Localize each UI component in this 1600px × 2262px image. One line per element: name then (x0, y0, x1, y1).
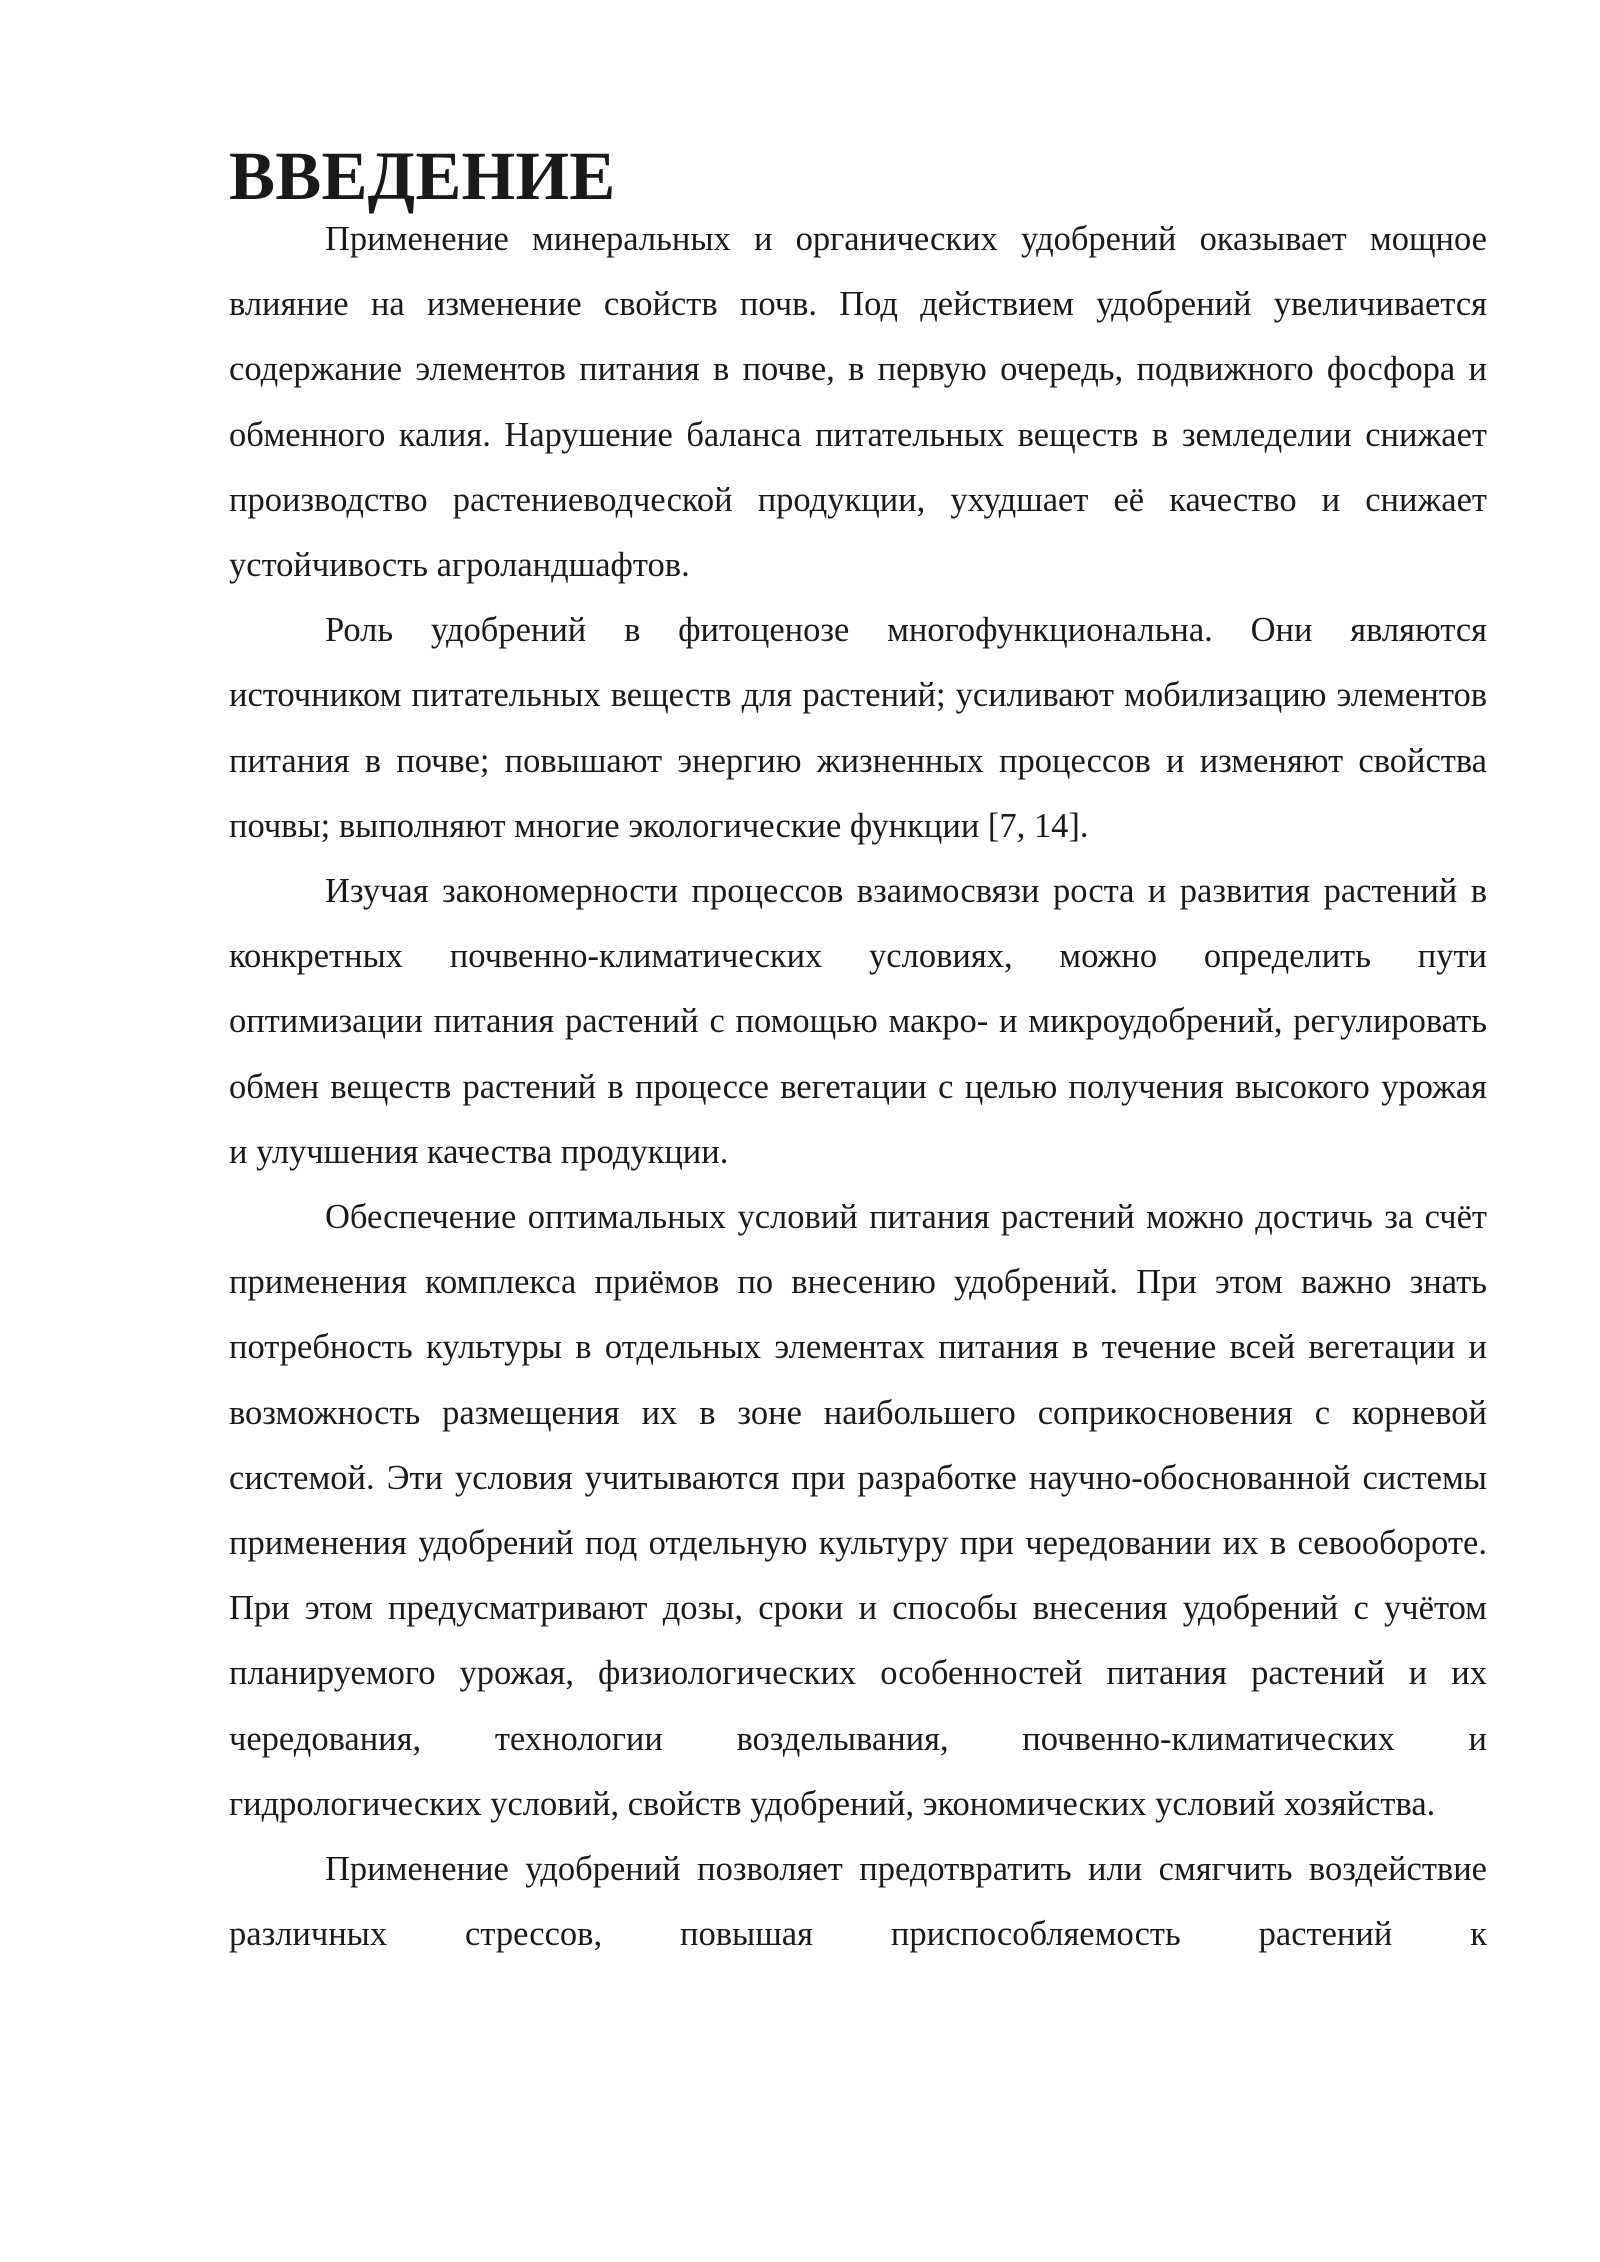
paragraph-2: Роль удобрений в фитоценозе многофункциональна. Они являются источником питательных веществ для растений; усиливают мобилизацию элементов питания в почве; повышают энергию жизненных процессов и изменяют свойства почвы; выполняют многие экологические функции [7, 14]. (229, 611, 1487, 845)
paragraph-5: Применение удобрений позволяет предотвратить или смягчить воздействие различных стрессов, повышая приспособляемость растений к (229, 1850, 1487, 1954)
paragraph-4: Обеспечение оптимальных условий питания растений можно достичь за счёт применения комплекса приёмов по внесению удобрений. При этом важно знать потребность культуры в отдельных элементах питания в течение всей вегетации и возможность размещения их в зоне наибольшего соприкосновения с корневой системой. Эти условия учитываются при разработке научно-обоснованной системы применения удобрений под отдельную культуру при чередовании их в севообороте. При этом предусматривают дозы, сроки и способы внесения удобрений с учётом планируемого урожая, физиологических особенностей питания растений и их чередования, технологии возделывания, почвенно-климатических и гидрологических условий, свойств удобрений, экономических условий хозяйства. (229, 1198, 1487, 1823)
document-body (229, 138, 1487, 1967)
paragraph-1: Применение минеральных и органических удобрений оказывает мощное влияние на изменение свойств почв. Под действием удобрений увеличивается содержание элементов питания в почве, в первую очередь, подвижного фосфора и обменного калия. Нарушение баланса питательных веществ в земледелии снижает производство растениеводческой продукции, ухудшает её качество и снижает устойчивость агроландшафтов. (229, 220, 1487, 585)
paragraph-3: Изучая закономерности процессов взаимосвязи роста и развития растений в конкретных почвенно-климатических условиях, можно определить пути оптимизации питания растений с помощью макро- и микроудобрений, регулировать обмен веществ растений в процессе вегетации с целью получения высокого урожая и улучшения качества продукции. (229, 872, 1487, 1171)
section-heading: ВВЕДЕНИЕ (229, 138, 616, 214)
